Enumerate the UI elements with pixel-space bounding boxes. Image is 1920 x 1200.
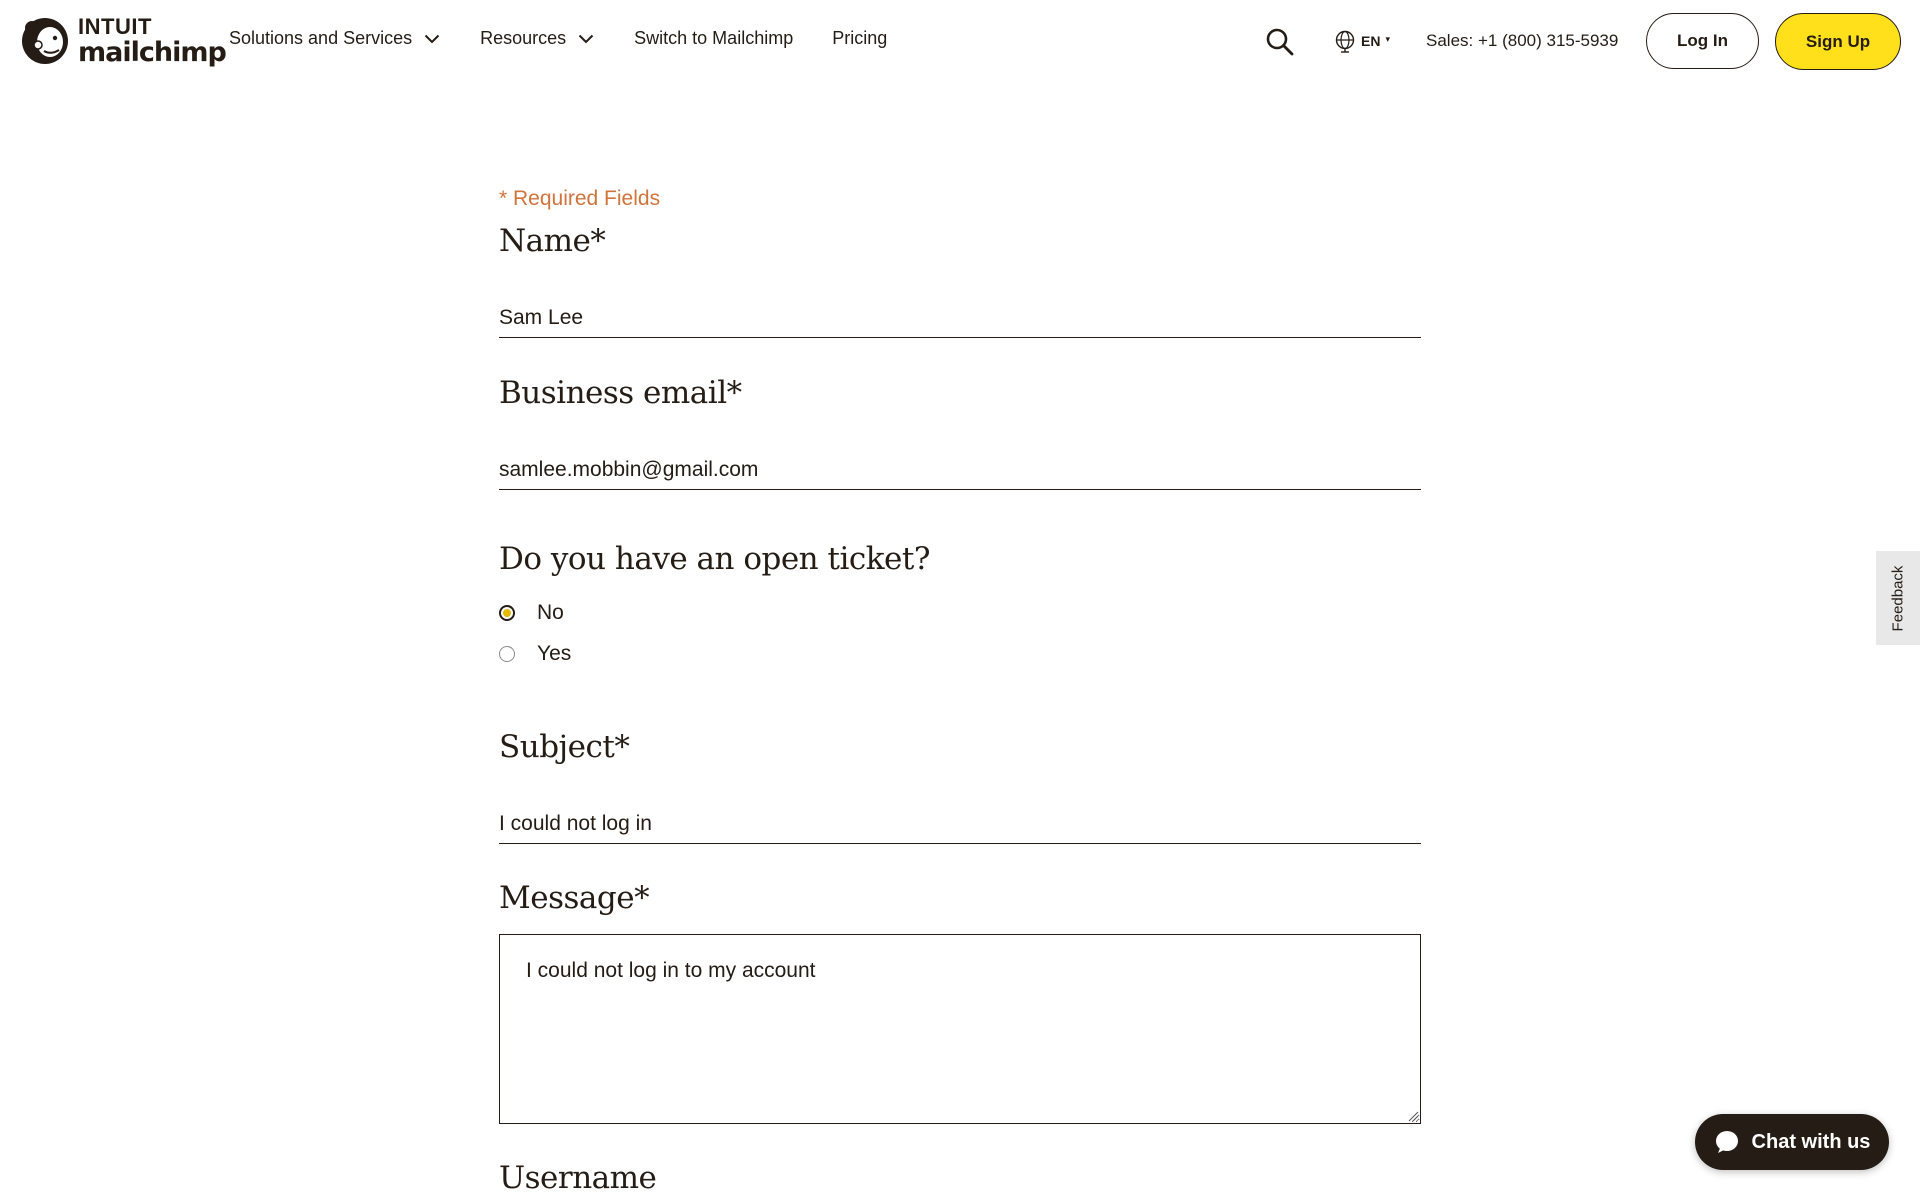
- main-nav: [229, 28, 887, 49]
- sign-up-button[interactable]: Sign Up: [1775, 13, 1901, 70]
- nav-pricing[interactable]: [832, 28, 887, 49]
- username-label: Username: [499, 1160, 657, 1196]
- chevron-down-icon: [578, 34, 594, 44]
- language-selector[interactable]: [1334, 29, 1390, 53]
- top-navigation: [0, 0, 1920, 84]
- globe-icon: [1334, 29, 1356, 53]
- search-icon[interactable]: [1265, 27, 1295, 57]
- log-in-button[interactable]: Log In: [1646, 13, 1759, 69]
- subject-label: Subject*: [499, 729, 630, 765]
- language-label: EN: [1361, 33, 1381, 49]
- chat-with-us-button[interactable]: [1695, 1114, 1889, 1170]
- nav-switch-label: Switch to Mailchimp: [634, 28, 794, 48]
- business-email-input[interactable]: [499, 450, 1421, 490]
- feedback-label: Feedback: [1889, 565, 1907, 631]
- radio-no-label: No: [537, 601, 564, 624]
- open-ticket-option-yes[interactable]: [499, 642, 571, 666]
- freddie-logo-icon: [20, 15, 70, 67]
- mailchimp-logo[interactable]: [20, 15, 226, 67]
- nav-resources[interactable]: [480, 28, 594, 49]
- radio-yes[interactable]: [499, 646, 515, 662]
- nav-resources-label: Resources: [480, 28, 567, 48]
- sales-phone: Sales: +1 (800) 315-5939: [1426, 31, 1619, 50]
- nav-solutions-and-services[interactable]: [229, 28, 440, 49]
- logo-mailchimp-text: mailchimp: [78, 37, 226, 68]
- caret-down-icon: ▾: [1385, 33, 1390, 44]
- message-textarea[interactable]: [499, 934, 1421, 1124]
- nav-switch-to-mailchimp[interactable]: [634, 28, 793, 49]
- logo-intuit-text: INTUIT: [78, 14, 152, 39]
- nav-pricing-label: Pricing: [832, 28, 888, 48]
- open-ticket-option-no[interactable]: [499, 601, 564, 625]
- chevron-down-icon: [424, 34, 440, 44]
- resize-handle-icon[interactable]: [1407, 1110, 1419, 1122]
- message-label: Message*: [499, 880, 650, 916]
- nav-solutions-label: Solutions and Services: [229, 28, 413, 48]
- radio-yes-label: Yes: [537, 642, 572, 665]
- required-fields-note: * Required Fields: [499, 187, 661, 210]
- radio-no[interactable]: [499, 605, 515, 621]
- chat-label: Chat with us: [1751, 1130, 1871, 1153]
- feedback-tab[interactable]: [1876, 551, 1920, 645]
- subject-input[interactable]: [499, 804, 1421, 844]
- name-input[interactable]: [499, 298, 1421, 338]
- name-label: Name*: [499, 223, 606, 259]
- open-ticket-label: Do you have an open ticket?: [499, 541, 930, 577]
- business-email-label: Business email*: [499, 375, 742, 411]
- chat-bubble-icon: [1714, 1129, 1740, 1155]
